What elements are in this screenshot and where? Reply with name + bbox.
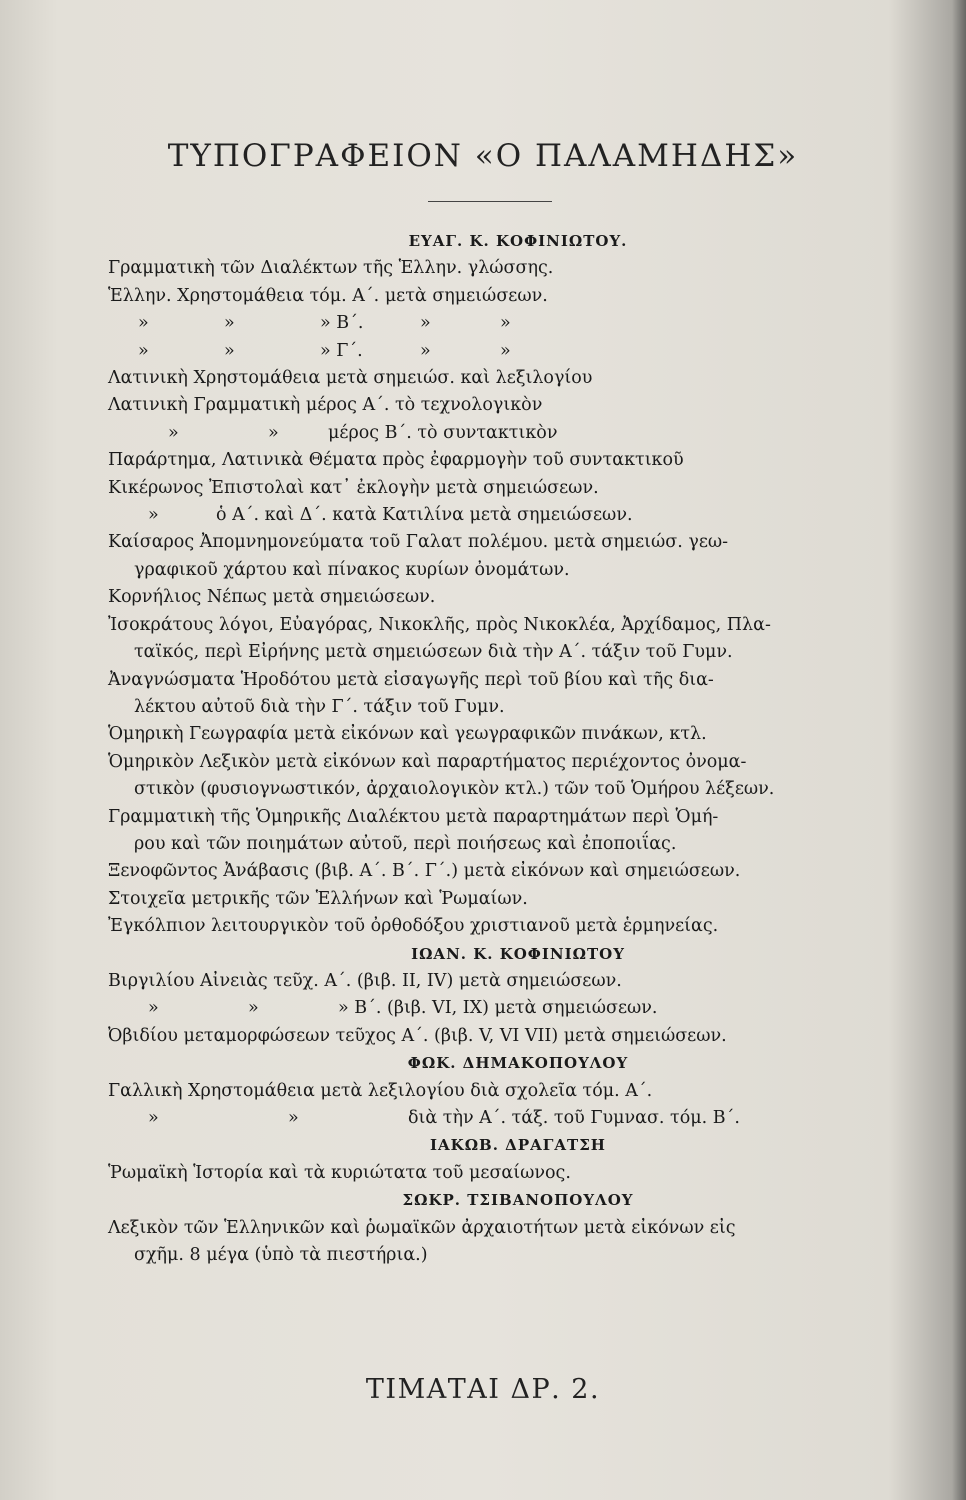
list-item: Γραμματικὴ τῆς Ὁμηρικῆς Διαλέκτου μετὰ παραρτημάτων περὶ Ὁμή- xyxy=(108,806,719,827)
ditto-mark: » xyxy=(148,505,159,526)
list-item-continuation: γραφικοῦ χάρτου καὶ πίνακος κυρίων ὀνομάτων. xyxy=(134,559,570,580)
list-item: Ξενοφῶντος Ἀνάβασις (βιβ. Α΄. Β΄. Γ΄.) μετὰ εἰκόνων καὶ σημειώσεων. xyxy=(108,861,741,882)
author-heading: ΦΩΚ. ΔΗΜΑΚΟΠΟΥΛΟΥ xyxy=(407,1054,629,1073)
list-item: Λατινικὴ Γραμματικὴ μέρος Α΄. τὸ τεχνολογικὸν xyxy=(108,395,543,416)
list-item: Λεξικὸν τῶν Ἑλληνικῶν καὶ ῥωμαϊκῶν ἀρχαιοτήτων μετὰ εἰκόνων εἰς xyxy=(108,1217,736,1238)
ditto-mark: » xyxy=(224,313,235,334)
list-item: Ὀβιδίου μεταμορφώσεων τεῦχος Α΄. (βιβ. V, VI VII) μετὰ σημειώσεων. xyxy=(108,1025,727,1046)
list-item xyxy=(108,995,908,1022)
author-heading: ΣΩΚΡ. ΤΣΙΒΑΝΟΠΟΥΛΟΥ xyxy=(402,1191,634,1210)
list-item: Λατινικὴ Χρηστομάθεια μετὰ σημειώσ. καὶ λεξιλογίου xyxy=(108,368,593,389)
ditto-mark: » xyxy=(138,313,149,334)
ditto-mark: » xyxy=(148,1108,159,1128)
list-item: Καίσαρος Ἀπομνημονεύματα τοῦ Γαλατ πολέμου. μετὰ σημειώσ. γεω- xyxy=(108,532,729,553)
ditto-text: ὁ Α΄. καὶ Δ΄. κατὰ Κατιλίνα μετὰ σημειώσεων. xyxy=(216,505,633,526)
author-heading: ΙΩΑΝ. Κ. ΚΟΦΙΝΙΩΤΟΥ xyxy=(411,944,625,963)
ditto-text: διὰ τὴν Α΄. τάξ. τοῦ Γυμνασ. τόμ. Β΄. xyxy=(408,1108,740,1128)
list-item: Ἐγκόλπιον λειτουργικὸν τοῦ ὀρθοδόξου χριστιανοῦ μετὰ ἑρμηνείας. xyxy=(108,916,719,937)
ditto-mark: » xyxy=(420,313,431,334)
list-item: Γαλλικὴ Χρηστομάθεια μετὰ λεξιλογίου διὰ σχολεῖα τόμ. Α΄. xyxy=(108,1080,653,1101)
ditto-text: » Γ΄. xyxy=(320,340,363,361)
list-item-continuation: λέκτου αὐτοῦ διὰ τὴν Γ΄. τάξιν τοῦ Γυμν. xyxy=(134,696,505,717)
printer-heading: ΤΥΠΟΓΡΑΦΕΙΟΝ «Ο ΠΑΛΑΜΗΔΗΣ» xyxy=(167,138,799,174)
list-item: Βιργιλίου Αἰνειὰς τεῦχ. Α΄. (βιβ. ΙΙ, IV) μετὰ σημειώσεων. xyxy=(108,970,622,991)
list-item-continuation: ρου καὶ τῶν ποιημάτων αὐτοῦ, περὶ ποιήσεως καὶ ἐποποιΐας. xyxy=(134,833,677,854)
list-item: Ἑλλην. Χρηστομάθεια τόμ. Α΄. μετὰ σημειώσεων. xyxy=(108,285,548,306)
price-line: ΤΙΜΑΤΑΙ ΔΡ. 2. xyxy=(365,1374,601,1405)
author-heading: ΙΑΚΩΒ. ΔΡΑΓΑΤΣΗ xyxy=(430,1136,606,1155)
ditto-mark: » xyxy=(224,340,235,361)
ditto-mark: » xyxy=(288,1108,299,1128)
list-item: Παράρτημα, Λατινικὰ Θέματα πρὸς ἐφαρμογὴν τοῦ συντακτικοῦ xyxy=(108,450,684,471)
ditto-text: » Β΄. (βιβ. VI, IX) μετὰ σημειώσεων. xyxy=(338,998,658,1019)
list-item: Ἀναγνώσματα Ἡροδότου μετὰ εἰσαγωγῆς περὶ τοῦ βίου καὶ τῆς δια- xyxy=(108,669,714,690)
list-item: Γραμματικὴ τῶν Διαλέκτων τῆς Ἑλλην. γλώσσης. xyxy=(108,258,554,279)
ditto-text: μέρος Β΄. τὸ συντακτικὸν xyxy=(328,422,558,443)
list-item: Ῥωμαϊκὴ Ἱστορία καὶ τὰ κυριώτατα τοῦ μεσαίωνος. xyxy=(108,1162,571,1183)
page-edge-shadow xyxy=(952,0,966,1500)
publications-list xyxy=(108,228,908,1269)
author-heading: ΕΥΑΓ. Κ. ΚΟΦΙΝΙΩΤΟΥ. xyxy=(408,232,628,250)
list-item: Κικέρωνος Ἐπιστολαὶ κατ᾿ ἐκλογὴν μετὰ σημειώσεων. xyxy=(108,477,599,498)
ditto-mark: » xyxy=(500,340,511,361)
ditto-mark: » xyxy=(248,998,259,1019)
list-item: Κορνήλιος Νέπως μετὰ σημειώσεων. xyxy=(108,587,436,608)
ditto-mark: » xyxy=(420,340,431,361)
list-item: Ὁμηρικὸν Λεξικὸν μετὰ εἰκόνων καὶ παραρτήματος περιέχοντος ὀνομα- xyxy=(108,751,747,772)
list-item xyxy=(108,502,908,529)
list-item-continuation: ταϊκός, περὶ Εἰρήνης μετὰ σημειώσεων διὰ τὴν Α΄. τάξιν τοῦ Γυμν. xyxy=(134,642,733,663)
list-item xyxy=(108,1105,908,1132)
divider-rule xyxy=(428,201,552,202)
ditto-mark: » xyxy=(148,998,159,1019)
list-item: Ὁμηρικὴ Γεωγραφία μετὰ εἰκόνων καὶ γεωγραφικῶν πινάκων, κτλ. xyxy=(108,724,707,745)
ditto-mark: » xyxy=(168,422,179,443)
list-item xyxy=(108,420,908,447)
list-item-continuation: στικὸν (φυσιογνωστικόν, ἀρχαιολογικὸν κτλ.) τῶν τοῦ Ὁμήρου λέξεων. xyxy=(134,779,775,800)
list-item xyxy=(108,310,908,337)
list-item: Στοιχεῖα μετρικῆς τῶν Ἑλλήνων καὶ Ῥωμαίων. xyxy=(108,888,528,909)
ditto-mark: » xyxy=(500,313,511,334)
ditto-text: » Β΄. xyxy=(320,313,364,334)
ditto-mark: » xyxy=(138,340,149,361)
list-item-continuation: σχῆμ. 8 μέγα (ὑπὸ τὰ πιεστήρια.) xyxy=(134,1245,428,1266)
list-item xyxy=(108,338,908,365)
list-item: Ἰσοκράτους λόγοι, Εὐαγόρας, Νικοκλῆς, πρὸς Νικοκλέα, Ἀρχίδαμος, Πλα- xyxy=(108,614,771,635)
ditto-mark: » xyxy=(268,422,279,443)
